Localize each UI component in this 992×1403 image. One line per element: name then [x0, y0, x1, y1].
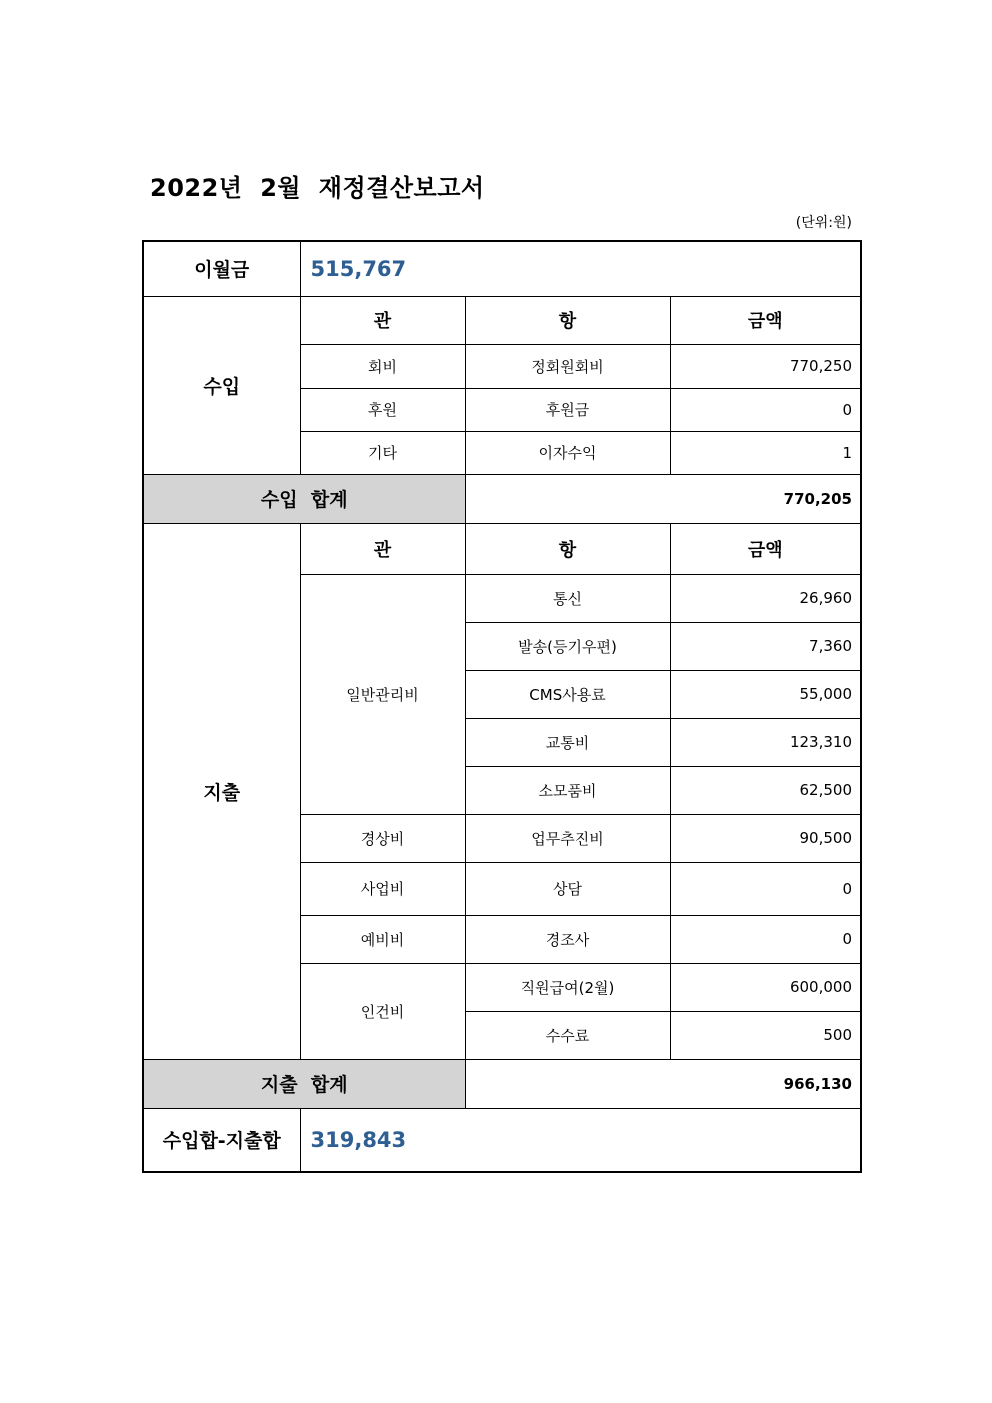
expense-gwan: 사업비	[300, 862, 465, 915]
expense-amount: 62,500	[670, 766, 861, 814]
expense-header-amount: 금액	[670, 523, 861, 574]
carryover-label: 이월금	[143, 241, 300, 296]
expense-amount: 7,360	[670, 622, 861, 670]
expense-total-label: 지출 합계	[143, 1059, 465, 1108]
expense-hang: 직원급여(2월)	[465, 963, 670, 1011]
expense-amount: 0	[670, 862, 861, 915]
income-hang: 정회원회비	[465, 344, 670, 388]
carryover-row	[143, 241, 861, 296]
income-gwan: 회비	[300, 344, 465, 388]
income-amount: 770,250	[670, 344, 861, 388]
expense-hang: 교통비	[465, 718, 670, 766]
expense-amount: 0	[670, 915, 861, 963]
expense-amount: 55,000	[670, 670, 861, 718]
income-gwan: 후원	[300, 388, 465, 431]
expense-hang: 발송(등기우편)	[465, 622, 670, 670]
balance-label: 수입합-지출합	[143, 1108, 300, 1172]
income-total-label: 수입 합계	[143, 474, 465, 523]
expense-label: 지출	[143, 523, 300, 1059]
income-gwan: 기타	[300, 431, 465, 474]
expense-hang: 경조사	[465, 915, 670, 963]
income-header-amount: 금액	[670, 296, 861, 344]
income-hang: 이자수익	[465, 431, 670, 474]
report-title: 2022년 2월 재정결산보고서	[150, 174, 485, 202]
balance-value: 319,843	[300, 1108, 861, 1172]
expense-total-value: 966,130	[465, 1059, 861, 1108]
expense-amount: 26,960	[670, 574, 861, 622]
expense-gwan: 일반관리비	[300, 574, 465, 814]
expense-amount: 500	[670, 1011, 861, 1059]
income-header-row	[143, 296, 861, 344]
income-total-row	[143, 474, 861, 523]
income-hang: 후원금	[465, 388, 670, 431]
income-header-hang: 항	[465, 296, 670, 344]
income-amount: 0	[670, 388, 861, 431]
income-amount: 1	[670, 431, 861, 474]
expense-header-hang: 항	[465, 523, 670, 574]
expense-hang: 소모품비	[465, 766, 670, 814]
expense-hang: 상담	[465, 862, 670, 915]
expense-gwan: 예비비	[300, 915, 465, 963]
expense-hang: 수수료	[465, 1011, 670, 1059]
expense-total-row	[143, 1059, 861, 1108]
expense-gwan: 경상비	[300, 814, 465, 862]
balance-row	[143, 1108, 861, 1172]
income-header-gwan: 관	[300, 296, 465, 344]
expense-header-gwan: 관	[300, 523, 465, 574]
unit-note: (단위:원)	[795, 215, 852, 231]
expense-amount: 600,000	[670, 963, 861, 1011]
expense-amount: 90,500	[670, 814, 861, 862]
income-total-value: 770,205	[465, 474, 861, 523]
finance-table	[142, 240, 862, 1173]
income-label: 수입	[143, 296, 300, 474]
expense-hang: 통신	[465, 574, 670, 622]
expense-amount: 123,310	[670, 718, 861, 766]
expense-gwan: 인건비	[300, 963, 465, 1059]
expense-hang: 업무추진비	[465, 814, 670, 862]
carryover-value: 515,767	[300, 241, 861, 296]
expense-header-row	[143, 523, 861, 574]
expense-hang: CMS사용료	[465, 670, 670, 718]
